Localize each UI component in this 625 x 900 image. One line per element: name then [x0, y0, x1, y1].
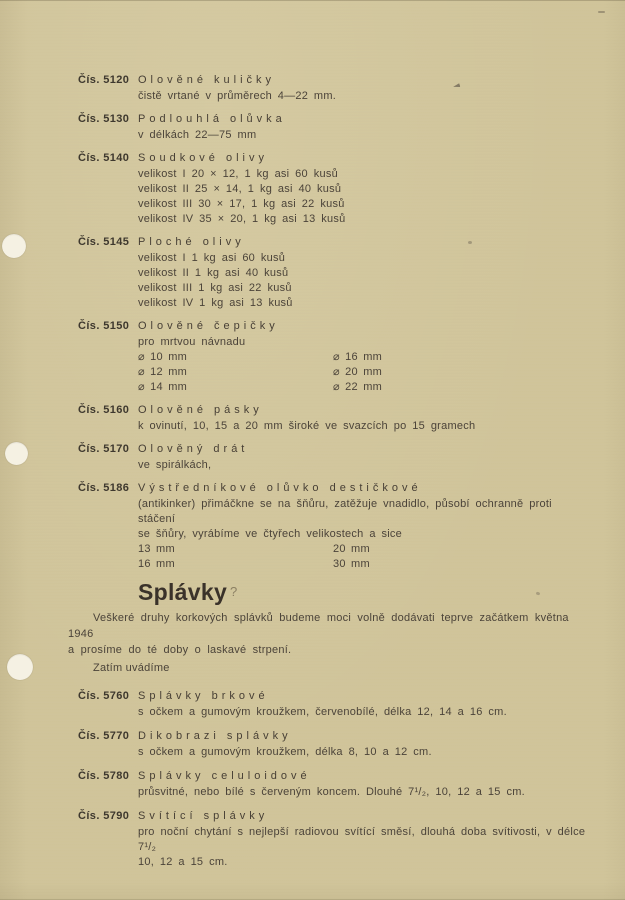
catalog-item-5145 — [78, 234, 587, 311]
item-detail: v délkách 22—75 mm — [138, 129, 257, 141]
size-value: ⌀ 10 mm — [138, 351, 188, 363]
size-value: ⌀ 22 mm — [333, 381, 383, 393]
item-title: Olověné pásky — [138, 404, 263, 416]
item-detail: velikost IV 35 × 20, 1 kg asi 13 kusů — [138, 213, 346, 225]
catalog-item-5170 — [78, 441, 587, 473]
catalog-item-5130 — [78, 111, 587, 143]
catalog-item-5790 — [78, 808, 587, 870]
item-title: Svítící splávky — [138, 810, 269, 822]
item-detail: velikost III 1 kg asi 22 kusů — [138, 282, 292, 294]
intro-note: Zatím uvádíme — [93, 662, 170, 674]
size-value: 16 mm — [138, 558, 175, 570]
item-title: Soudkové olivy — [138, 152, 268, 164]
size-value: 20 mm — [333, 543, 370, 555]
item-number: Čís. 5760 — [78, 690, 130, 702]
item-title: Olověný drát — [138, 443, 249, 455]
item-detail: velikost I 20 × 12, 1 kg asi 60 kusů — [138, 168, 338, 180]
size-value: ⌀ 16 mm — [333, 351, 383, 363]
catalog-item-5120 — [78, 72, 587, 104]
intro-paragraph-line: Veškeré druhy korkových splávků budeme moci volně dodávati teprve začátkem května 1946 — [68, 612, 569, 640]
item-number: Čís. 5790 — [78, 810, 130, 822]
item-number: Čís. 5186 — [78, 482, 130, 494]
item-number: Čís. 5145 — [78, 236, 130, 248]
size-value: 30 mm — [333, 558, 370, 570]
item-detail: pro noční chytání s nejlepší radiovou svítící směsí, dlouhá doba svítivosti, v délce 7¹/₂ — [138, 826, 586, 853]
item-detail: velikost II 25 × 14, 1 kg asi 40 kusů — [138, 183, 342, 195]
catalog-item-5150 — [78, 318, 587, 395]
section-heading: Splávky ? — [138, 579, 238, 605]
item-detail: velikost I 1 kg asi 60 kusů — [138, 252, 286, 264]
catalog-item-5140 — [78, 150, 587, 227]
item-number: Čís. 5140 — [78, 152, 130, 164]
item-detail: velikost II 1 kg asi 40 kusů — [138, 267, 289, 279]
item-detail: čistě vrtané v průměrech 4—22 mm. — [138, 90, 337, 102]
size-table — [138, 542, 587, 572]
pencil-mark: ? — [230, 584, 238, 599]
size-value: ⌀ 14 mm — [138, 381, 188, 393]
catalog-item-5160 — [78, 402, 587, 434]
item-detail: průsvitné, nebo bílé s červeným koncem. Dlouhé 7¹/₂, 10, 12 a 15 cm. — [138, 786, 525, 798]
item-detail: ve spirálkách, — [138, 459, 212, 471]
item-number: Čís. 5780 — [78, 770, 130, 782]
catalog-item-5186 — [78, 480, 587, 572]
item-title: Podlouhlá olůvka — [138, 113, 286, 125]
intro-paragraph-line: a prosíme do té doby o laskavé strpení. — [68, 644, 292, 656]
size-value: ⌀ 12 mm — [138, 366, 188, 378]
item-title: Výstředníkové olůvko destičkové — [138, 482, 422, 494]
size-table — [138, 350, 382, 395]
item-title: Ploché olivy — [138, 236, 245, 248]
item-detail: s očkem a gumovým kroužkem, červenobílé, délka 12, 14 a 16 cm. — [138, 706, 507, 718]
item-title: Olověné kuličky — [138, 74, 276, 86]
item-number: Čís. 5160 — [78, 404, 130, 416]
item-detail: velikost IV 1 kg asi 13 kusů — [138, 297, 293, 309]
catalog-item-5770 — [78, 728, 587, 760]
item-detail: s očkem a gumovým kroužkem, délka 8, 10 a 12 cm. — [138, 746, 432, 758]
item-detail: 10, 12 a 15 cm. — [138, 856, 228, 868]
splavky-section — [68, 579, 587, 870]
item-title: Dikobrazi splávky — [138, 730, 292, 742]
catalog-item-5760 — [78, 688, 587, 720]
size-value: ⌀ 20 mm — [333, 366, 383, 378]
item-number: Čís. 5130 — [78, 113, 130, 125]
item-number: Čís. 5150 — [78, 320, 130, 332]
item-number: Čís. 5770 — [78, 730, 130, 742]
item-detail: pro mrtvou návnadu — [138, 336, 246, 348]
item-title: Olověné čepičky — [138, 320, 279, 332]
item-detail: (antikinker) přimáčkne se na šňůru, zatěžuje vnadidlo, působí ochranně proti stáčení — [138, 498, 552, 525]
catalog-item-5780 — [78, 768, 587, 800]
size-value: 13 mm — [138, 543, 175, 555]
item-detail: se šňůry, vyrábíme ve čtyřech velikostech a sice — [138, 528, 403, 540]
item-detail: velikost III 30 × 17, 1 kg asi 22 kusů — [138, 198, 345, 210]
item-title: Splávky celuloidové — [138, 770, 311, 782]
item-title: Splávky brkové — [138, 690, 269, 702]
item-number: Čís. 5120 — [78, 74, 130, 86]
item-number: Čís. 5170 — [78, 443, 130, 455]
item-detail: k ovinutí, 10, 15 a 20 mm široké ve svazcích po 15 gramech — [138, 420, 476, 432]
